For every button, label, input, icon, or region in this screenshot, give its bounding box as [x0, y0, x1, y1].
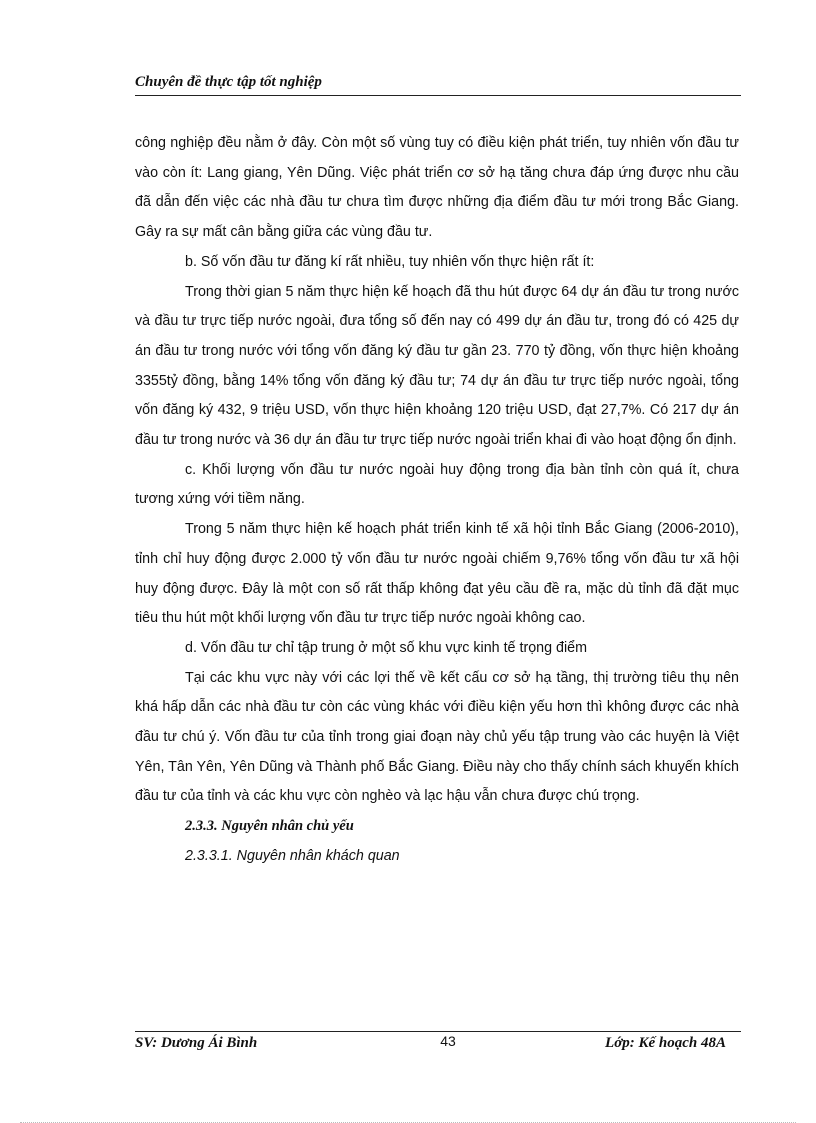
paragraph: Trong 5 năm thực hiện kế hoạch phát triển kinh tế xã hội tỉnh Bắc Giang (2006-2010), tỉnh chỉ huy động được 2.000 tỷ vốn đầu tư nước ngoài chiếm 9,76% tổng vốn đầu tư xã hội huy động được. Đây là một con số rất thấp không đạt yêu cầu đề ra, mặc dù tỉnh đã đặt mục tiêu thu hút một khối lượng vốn đầu tư trực tiếp nước ngoài không cao. [135, 521, 739, 627]
paragraph: Tại các khu vực này với các lợi thế về kết cấu cơ sở hạ tầng, thị trường tiêu thụ nên khá hấp dẫn các nhà đầu tư còn các vùng khác với điều kiện yếu hơn thì không được các nhà đầu tư chú ý. Vốn đầu tư của tỉnh trong giai đoạn này chủ yếu tập trung vào các huyện là Việt Yên, Tân Yên, Yên Dũng và Thành phố Bắc Giang. Điều này cho thấy chính sách khuyến khích đầu tư của tỉnh và các khu vực còn nghèo và lạc hậu vẫn chưa được chú trọng. [135, 669, 739, 805]
footer-class: Lớp: Kế hoạch 48A [605, 1035, 726, 1051]
subsection-heading: 2.3.3.1. Nguyên nhân khách quan [185, 847, 400, 864]
page-number: 43 [440, 1033, 456, 1049]
paragraph: c. Khối lượng vốn đầu tư nước ngoài huy động trong địa bàn tỉnh còn quá ít, chưa tương xứng với tiềm năng. [135, 461, 739, 508]
header-divider [135, 95, 741, 96]
paragraph: b. Số vốn đầu tư đăng kí rất nhiều, tuy nhiên vốn thực hiện rất ít: [185, 253, 595, 270]
paragraph: công nghiệp đều nằm ở đây. Còn một số vùng tuy có điều kiện phát triển, tuy nhiên vốn đầu tư vào còn ít: Lang giang, Yên Dũng. Việc phát triển cơ sở hạ tăng chưa đáp ứng được nhu cầu đã dẫn đến việc các nhà đầu tư chưa tìm được những địa điểm đầu tư mới trong Bắc Giang. Gây ra sự mất cân bằng giữa các vùng đầu tư. [135, 135, 739, 241]
paragraph: d. Vốn đầu tư chỉ tập trung ở một số khu vực kinh tế trọng điểm [185, 639, 588, 656]
header-title: Chuyên đề thực tập tốt nghiệp [135, 74, 322, 90]
section-heading: 2.3.3. Nguyên nhân chủ yếu [185, 818, 354, 835]
footer-divider [135, 1031, 741, 1032]
footer-student: SV: Dương Ái Bình [135, 1035, 258, 1051]
paragraph: Trong thời gian 5 năm thực hiện kế hoạch đã thu hút được 64 dự án đầu tư trong nước và đầu tư trực tiếp nước ngoài, đưa tổng số đến nay có 499 dự án đầu tư, trong đó có 425 dự án đầu tư trong nước với tổng vốn đăng ký đầu tư gần 23. 770 tỷ đồng, vốn thực hiện khoảng 3355tỷ đồng, bằng 14% tổng vốn đăng ký đầu tư; 74 dự án đầu tư trực tiếp nước ngoài, tổng vốn đăng ký 432, 9 triệu USD, vốn thực hiện khoảng 120 triệu USD, đạt 27,7%. Có 217 dự án đầu tư trong nước và 36 dự án đầu tư trực tiếp nước ngoài triển khai đi vào hoạt động ổn định. [135, 283, 739, 449]
body-text [135, 129, 739, 872]
